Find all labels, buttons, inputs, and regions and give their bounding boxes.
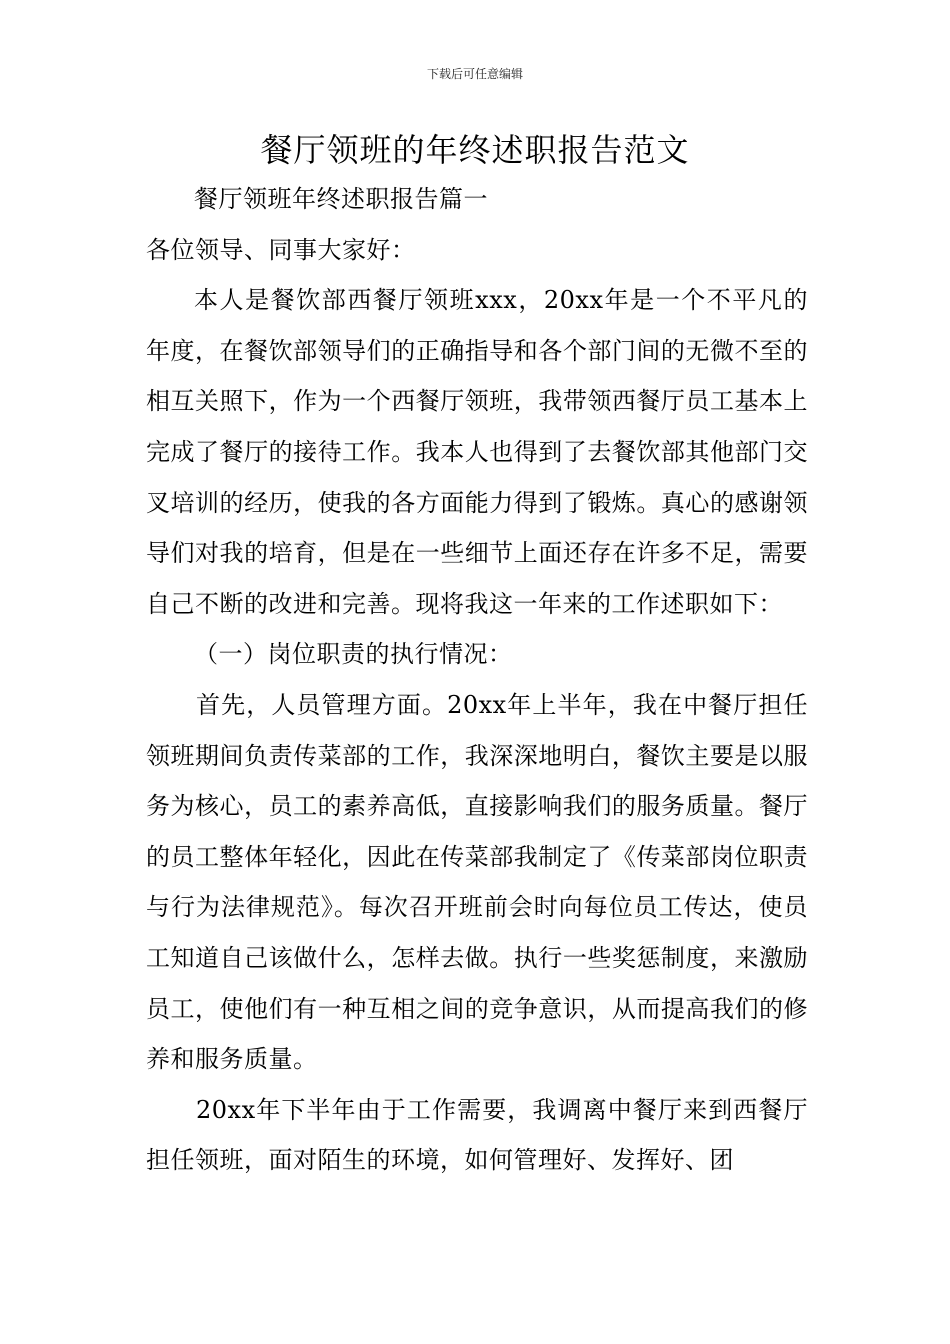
document-title: 餐厅领班的年终述职报告范文 <box>260 131 690 169</box>
section-heading-1: （一）岗位职责的执行情况： <box>194 640 513 669</box>
subtitle: 餐厅领班年终述职报告篇一 <box>194 185 488 213</box>
greeting: 各位领导、同事大家好： <box>146 235 416 264</box>
document-body <box>146 174 808 1186</box>
header-note: 下载后可任意编辑 <box>426 67 523 81</box>
paragraph-3: 20xx年下半年由于工作需要，我调离中餐厅来到西餐厅担任领班，面对陌生的环境，如何管理好、发挥好、团 <box>146 1095 808 1175</box>
paragraph-2: 首先，人员管理方面。20xx年上半年，我在中餐厅担任领班期间负责传菜部的工作，我深深地明白，餐饮主要是以服务为核心，员工的素养高低，直接影响我们的服务质量。餐厅的员工整体年轻化，因此在传菜部我制定了《传菜部岗位职责与行为法律规范》。每次召开班前会时向每位员工传达，使员工知道自己该做什么，怎样去做。执行一些奖惩制度，来激励员工，使他们有一种互相之间的竞争意识，从而提高我们的修养和服务质量。 <box>146 690 808 1074</box>
paragraph-1: 本人是餐饮部西餐厅领班xxx，20xx年是一个不平凡的年度，在餐饮部领导们的正确指导和各个部门间的无微不至的相互关照下，作为一个西餐厅领班，我带领西餐厅员工基本上完成了餐厅的接待工作。我本人也得到了去餐饮部其他部门交叉培训的经历，使我的各方面能力得到了锻炼。真心的感谢领导们对我的培育，但是在一些细节上面还存在许多不足，需要自己不断的改进和完善。现将我这一年来的工作述职如下： <box>146 286 808 618</box>
